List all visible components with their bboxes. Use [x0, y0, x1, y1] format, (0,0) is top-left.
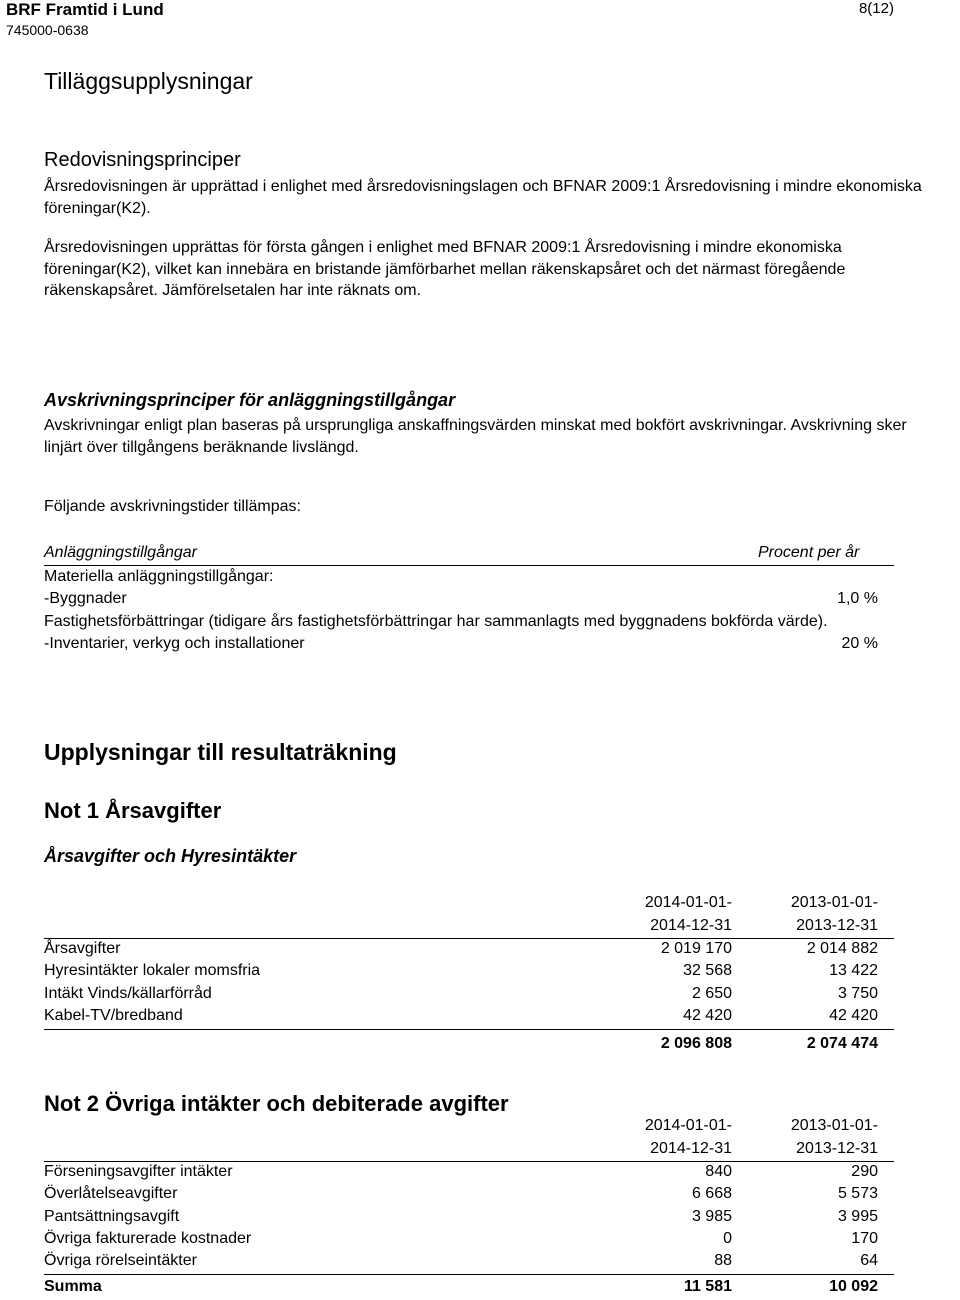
- row-value-2014: 32 568: [683, 962, 732, 979]
- row-value-2013: 290: [851, 1163, 878, 1180]
- row-value-2013: 64: [860, 1252, 878, 1269]
- note2-period1-start: 2014-01-01-: [644, 1117, 732, 1134]
- asset-category: Materiella anläggningstillgångar:: [44, 568, 274, 585]
- row-value-2013: 5 573: [837, 1185, 878, 1202]
- note1-period2-end: 2013-12-31: [796, 917, 878, 934]
- note1-period1-start: 2014-01-01-: [644, 894, 732, 911]
- table-row: [44, 1185, 894, 1207]
- total-2013: 10 092: [829, 1278, 878, 1295]
- note2-heading: Not 2 Övriga intäkter och debiterade avgifter: [44, 1091, 509, 1116]
- depreciation-header-rule: [44, 565, 894, 566]
- table-row: [44, 1163, 894, 1185]
- note2-total-row: [44, 1278, 894, 1300]
- row-value-2014: 2 019 170: [660, 940, 732, 957]
- row-value-2014: 0: [723, 1230, 732, 1247]
- total-2013: 2 074 474: [806, 1035, 878, 1052]
- row-label: Årsavgifter: [44, 940, 121, 957]
- note1-header-rule: [44, 938, 894, 939]
- note2-header-rule: [44, 1161, 894, 1162]
- depreciation-row-inventory: [44, 635, 894, 657]
- note2-period1-end: 2014-12-31: [650, 1140, 732, 1157]
- table-row: [44, 1252, 894, 1274]
- row-value-2013: 42 420: [829, 1007, 878, 1024]
- row-value-2013: 13 422: [829, 962, 878, 979]
- rate-column-header: Procent per år: [758, 544, 860, 561]
- row-label: Hyresintäkter lokaler momsfria: [44, 962, 261, 979]
- asset-column-header: Anläggningstillgångar: [44, 544, 197, 561]
- depreciation-heading: Avskrivningsprinciper för anläggningstillgångar: [44, 390, 456, 410]
- row-label: Förseningsavgifter intäkter: [44, 1163, 233, 1180]
- page-number: 8(12): [858, 0, 894, 17]
- note1-total-row: [44, 1035, 894, 1057]
- note1-heading: Not 1 Årsavgifter: [44, 798, 222, 823]
- row-label: Pantsättningsavgift: [44, 1208, 180, 1225]
- table-row: [44, 1230, 894, 1252]
- note2-period2-end: 2013-12-31: [796, 1140, 878, 1157]
- depreciation-text: Avskrivningar enligt plan baseras på ursprungliga anskaffningsvärden minskat med bokfört avskrivningar. Avskrivning sker linjärt över tillgångens beräknande livslängd.: [44, 417, 907, 456]
- table-row: [44, 940, 894, 962]
- row-value-2014: 840: [705, 1163, 732, 1180]
- accounting-principles-heading: Redovisningsprinciper: [44, 149, 241, 171]
- total-label: Summa: [44, 1278, 102, 1295]
- row-value-2013: 3 995: [837, 1208, 878, 1225]
- inventory-label: -Inventarier, verkyg och installationer: [44, 635, 305, 652]
- row-label: Övriga fakturerade kostnader: [44, 1230, 252, 1247]
- buildings-rate: 1,0 %: [837, 590, 878, 607]
- total-2014: 11 581: [683, 1278, 732, 1295]
- row-value-2014: 2 650: [691, 985, 732, 1002]
- improvements-note: Fastighetsförbättringar (tidigare års fastighetsförbättringar har sammanlagts med byggnadens bokförda värde).: [44, 613, 828, 630]
- row-value-2013: 3 750: [837, 985, 878, 1002]
- accounting-principles-text-1: Årsredovisningen är upprättad i enlighet med årsredovisningslagen och BFNAR 2009:1 Årsredovisning i mindre ekonomiska föreningar(K2).: [44, 178, 922, 217]
- note1-subheading: Årsavgifter och Hyresintäkter: [44, 846, 297, 866]
- inventory-rate: 20 %: [841, 635, 878, 652]
- row-value-2013: 170: [851, 1230, 878, 1247]
- note1-period2-start: 2013-01-01-: [790, 894, 878, 911]
- table-row: [44, 985, 894, 1007]
- row-label: Överlåtelseavgifter: [44, 1185, 178, 1202]
- total-2014: 2 096 808: [660, 1035, 732, 1052]
- accounting-principles-text-2: Årsredovisningen upprättas för första gången i enlighet med BFNAR 2009:1 Årsredovisning i mindre ekonomiska föreningar(K2), vilket kan innebära en bristande jämförbarhet mellan räkenskapsåret och det närmast föregående räkenskapsåret. Jämförelsetalen har inte räknats om.: [44, 239, 846, 299]
- row-value-2014: 88: [714, 1252, 732, 1269]
- buildings-label: -Byggnader: [44, 590, 127, 607]
- table-row: [44, 1007, 894, 1029]
- organization-name: BRF Framtid i Lund: [6, 0, 164, 19]
- organization-number: 745000-0638: [6, 22, 89, 38]
- row-label: Övriga rörelseintäkter: [44, 1252, 197, 1269]
- row-value-2013: 2 014 882: [806, 940, 878, 957]
- row-label: Kabel-TV/bredband: [44, 1007, 183, 1024]
- note1-total-rule: [44, 1029, 894, 1030]
- depreciation-intro: Följande avskrivningstider tillämpas:: [44, 498, 301, 515]
- note2-period2-start: 2013-01-01-: [790, 1117, 878, 1134]
- row-value-2014: 42 420: [683, 1007, 732, 1024]
- row-value-2014: 6 668: [691, 1185, 732, 1202]
- table-row: [44, 962, 894, 984]
- page-title: Tilläggsupplysningar: [44, 68, 253, 94]
- table-row: [44, 1208, 894, 1230]
- note1-period1-end: 2014-12-31: [650, 917, 732, 934]
- row-label: Intäkt Vinds/källarförråd: [44, 985, 212, 1002]
- depreciation-row-buildings: [44, 590, 894, 612]
- row-value-2014: 3 985: [691, 1208, 732, 1225]
- note2-total-rule: [44, 1274, 894, 1275]
- income-statement-heading: Upplysningar till resultaträkning: [44, 739, 397, 765]
